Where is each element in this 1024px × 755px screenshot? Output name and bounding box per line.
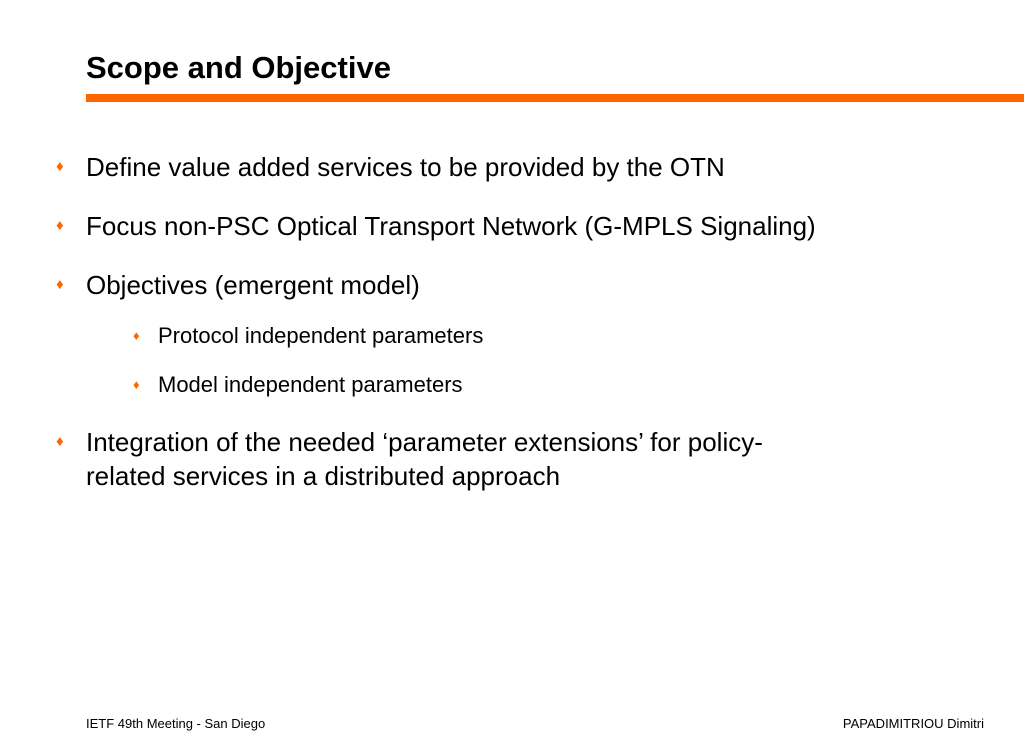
footer-author: PAPADIMITRIOU Dimitri (842, 716, 984, 731)
sub-bullet-item (133, 371, 463, 399)
bullet-text: related services in a distributed approach (86, 461, 561, 491)
diamond-bullet-icon: ♦ (133, 328, 140, 343)
slide-title: Scope and Objective (86, 50, 391, 85)
bullet-item (56, 268, 420, 302)
sub-bullet-text: Model independent parameters (158, 372, 463, 397)
footer-meeting: IETF 49th Meeting - San Diego (86, 716, 266, 731)
title-underline (86, 94, 1024, 102)
sub-bullet-item (133, 322, 484, 350)
diamond-bullet-icon: ♦ (56, 217, 64, 234)
bullet-text: Integration of the needed ‘parameter extensions’ for policy- (86, 427, 763, 457)
sub-bullet-text: Protocol independent parameters (158, 323, 484, 348)
bullet-text: Objectives (emergent model) (86, 270, 420, 300)
bullet-item (56, 209, 816, 243)
bullet-continuation (86, 459, 560, 493)
bullet-item (56, 150, 725, 184)
bullet-item (56, 425, 763, 459)
bullet-text: Focus non-PSC Optical Transport Network (G-MPLS Signaling) (86, 211, 816, 241)
diamond-bullet-icon: ♦ (56, 276, 64, 293)
bullet-text: Define value added services to be provided by the OTN (86, 152, 725, 182)
diamond-bullet-icon: ♦ (56, 158, 64, 175)
diamond-bullet-icon: ♦ (56, 433, 64, 450)
diamond-bullet-icon: ♦ (133, 377, 140, 392)
